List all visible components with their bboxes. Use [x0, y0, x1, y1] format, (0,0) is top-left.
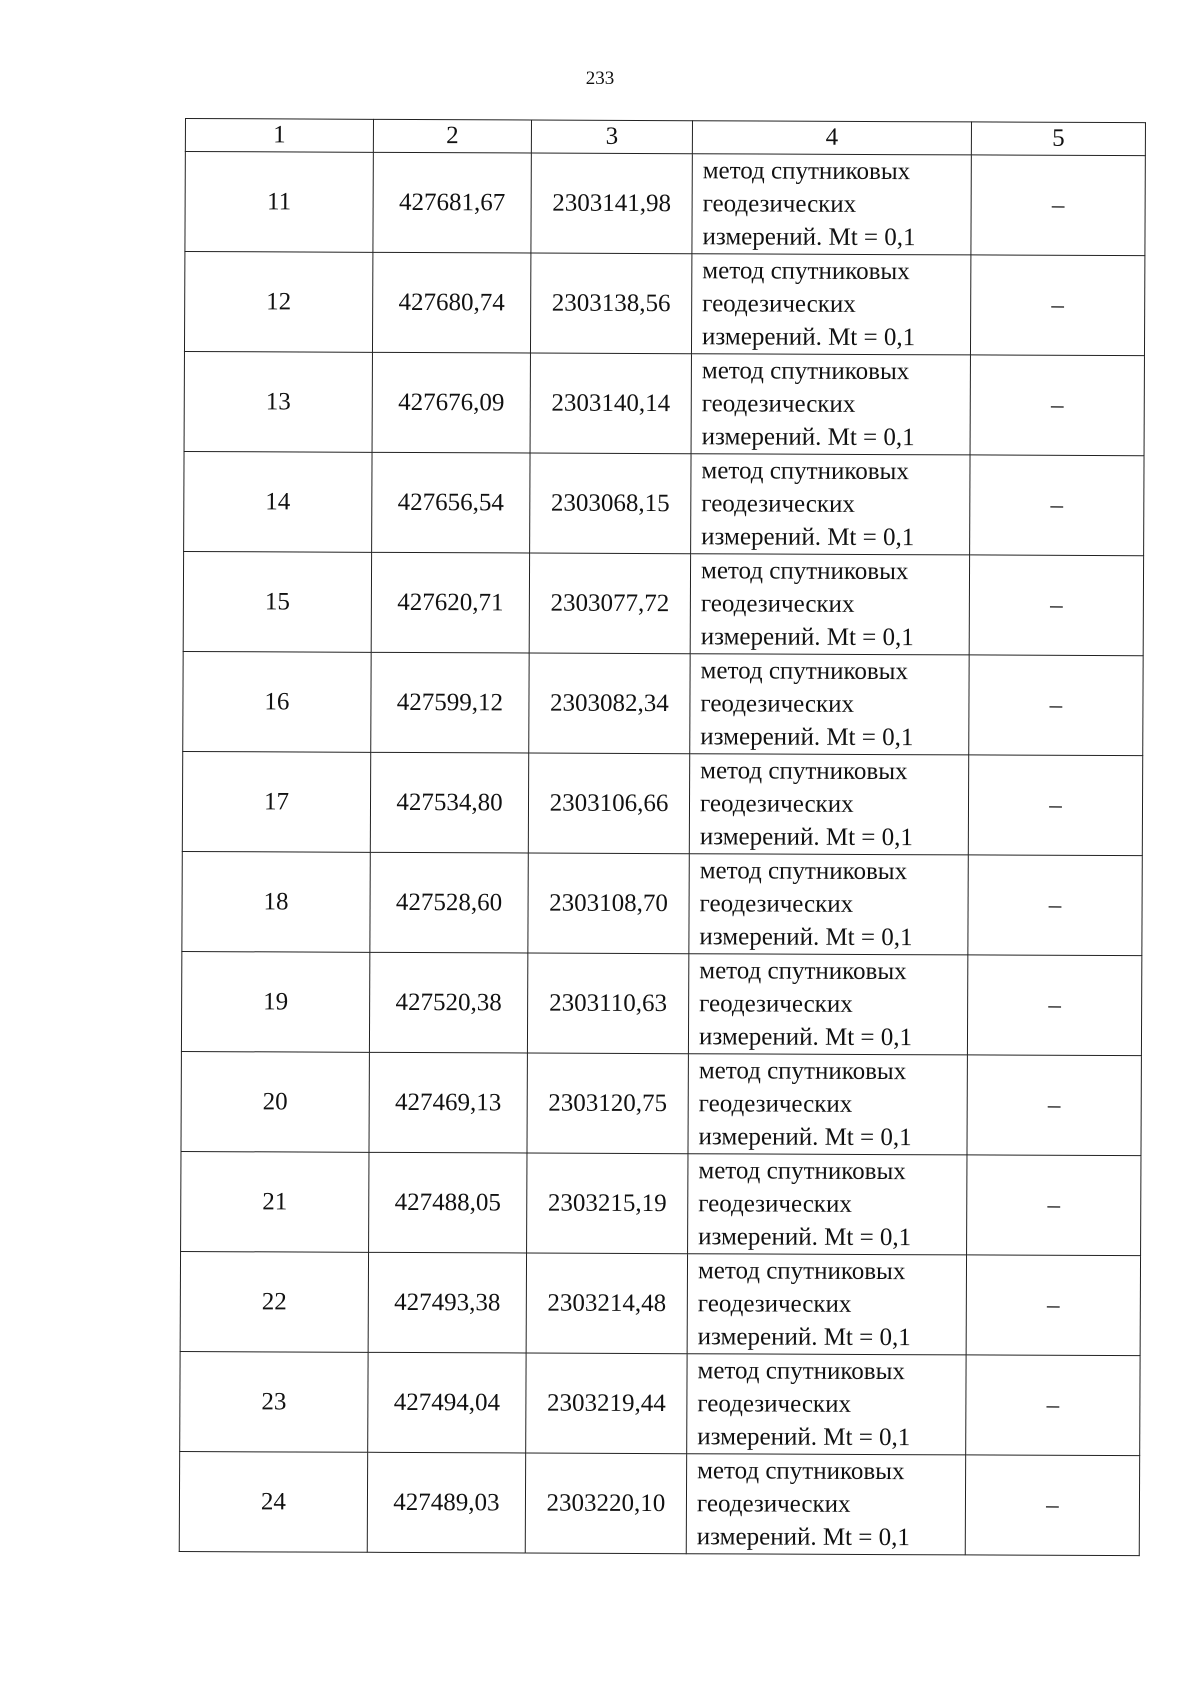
point-number-cell: 16: [183, 651, 371, 752]
method-cell: [692, 154, 971, 255]
note-cell: –: [966, 1255, 1140, 1356]
x-coordinate-cell: 427534,80: [370, 752, 528, 853]
note-cell: –: [969, 655, 1143, 756]
method-line: измерений. Mt = 0,1: [699, 823, 914, 852]
point-number-cell: 15: [183, 551, 371, 652]
y-coordinate-cell: 2303220,10: [525, 1453, 686, 1554]
method-cell: [689, 854, 968, 955]
method-cell: [687, 1354, 966, 1455]
x-coordinate-cell: 427489,03: [367, 1452, 525, 1553]
method-line: метод спутниковых: [702, 257, 910, 286]
method-line: геодезических: [697, 1390, 852, 1418]
method-line: геодезических: [702, 190, 857, 218]
note-cell: –: [970, 355, 1144, 456]
note-cell: –: [967, 1155, 1141, 1256]
method-line: измерений. Mt = 0,1: [700, 623, 914, 652]
table-row: [184, 351, 1144, 455]
y-coordinate-cell: 2303077,72: [529, 553, 690, 654]
method-line: геодезических: [698, 1090, 853, 1118]
method-line: измерений. Mt = 0,1: [700, 723, 914, 752]
table-row: [180, 1351, 1140, 1455]
point-number-cell: 21: [181, 1151, 369, 1252]
table-row: [182, 751, 1142, 855]
note-cell: –: [969, 555, 1143, 656]
column-header-3: 3: [531, 120, 692, 154]
method-line: геодезических: [700, 690, 855, 718]
method-cell: [688, 1054, 967, 1155]
method-line: метод спутниковых: [698, 1057, 907, 1086]
method-line: измерений. Mt = 0,1: [698, 1223, 912, 1252]
note-cell: –: [971, 155, 1145, 256]
y-coordinate-cell: 2303141,98: [531, 153, 692, 254]
column-header-4: 4: [692, 121, 971, 155]
method-line: метод спутниковых: [702, 157, 911, 186]
method-line: геодезических: [699, 890, 854, 918]
method-line: геодезических: [696, 1490, 851, 1518]
point-number-cell: 11: [185, 152, 373, 253]
table-row: [180, 1251, 1140, 1355]
note-cell: –: [970, 455, 1144, 556]
method-line: метод спутниковых: [700, 657, 909, 686]
x-coordinate-cell: 427681,67: [373, 152, 531, 253]
method-cell: [689, 754, 968, 855]
method-line: геодезических: [701, 390, 856, 418]
y-coordinate-cell: 2303214,48: [526, 1253, 687, 1354]
point-number-cell: 17: [182, 751, 370, 852]
x-coordinate-cell: 427520,38: [369, 952, 527, 1053]
method-line: измерений. Mt = 0,1: [701, 523, 915, 552]
method-line: геодезических: [697, 1290, 852, 1318]
point-number-cell: 13: [184, 351, 372, 452]
y-coordinate-cell: 2303215,19: [527, 1153, 688, 1254]
method-line: метод спутниковых: [699, 957, 907, 986]
x-coordinate-cell: 427469,13: [369, 1052, 527, 1153]
method-line: измерений. Mt = 0,1: [702, 223, 916, 252]
page-number: 233: [585, 68, 615, 89]
method-line: измерений. Mt = 0,1: [696, 1523, 910, 1552]
y-coordinate-cell: 2303138,56: [530, 253, 691, 354]
x-coordinate-cell: 427494,04: [368, 1352, 526, 1453]
table-row: [182, 851, 1142, 955]
table-row: [179, 1451, 1139, 1555]
note-cell: –: [966, 1355, 1140, 1456]
point-number-cell: 23: [180, 1351, 368, 1452]
point-number-cell: 12: [184, 252, 372, 353]
method-line: измерений. Mt = 0,1: [697, 1323, 911, 1352]
method-line: метод спутниковых: [697, 1357, 906, 1386]
table-row: [181, 951, 1141, 1055]
y-coordinate-cell: 2303120,75: [527, 1053, 688, 1154]
method-cell: [686, 1454, 965, 1555]
table-row: [183, 551, 1143, 655]
method-cell: [687, 1254, 966, 1355]
point-number-cell: 24: [179, 1451, 367, 1552]
method-line: измерений. Mt = 0,1: [699, 923, 913, 952]
x-coordinate-cell: 427676,09: [372, 352, 530, 453]
method-line: геодезических: [699, 990, 853, 1018]
method-line: метод спутниковых: [701, 357, 910, 386]
method-line: геодезических: [702, 290, 856, 318]
x-coordinate-cell: 427528,60: [370, 852, 528, 953]
y-coordinate-cell: 2303140,14: [530, 353, 691, 454]
note-cell: –: [970, 255, 1144, 356]
method-cell: [688, 1154, 967, 1255]
column-header-5: 5: [971, 122, 1145, 156]
method-line: метод спутниковых: [700, 557, 909, 586]
y-coordinate-cell: 2303110,63: [527, 953, 688, 1054]
table-body: [179, 152, 1145, 1556]
table-row: [181, 1151, 1141, 1255]
x-coordinate-cell: 427488,05: [369, 1152, 527, 1253]
point-number-cell: 22: [180, 1251, 368, 1352]
x-coordinate-cell: 427680,74: [372, 252, 530, 353]
note-cell: –: [967, 1055, 1141, 1156]
note-cell: –: [968, 755, 1142, 856]
y-coordinate-cell: 2303219,44: [526, 1353, 687, 1454]
method-cell: [691, 354, 970, 455]
method-line: метод спутниковых: [700, 757, 908, 786]
point-number-cell: 14: [184, 451, 372, 552]
method-line: метод спутниковых: [699, 857, 908, 886]
point-number-cell: 19: [181, 951, 369, 1052]
header-row: [185, 119, 1145, 156]
method-line: метод спутниковых: [701, 457, 909, 486]
table-row: [185, 152, 1145, 256]
coordinates-table: [179, 118, 1146, 1556]
method-line: метод спутниковых: [697, 1257, 906, 1286]
method-line: геодезических: [699, 790, 854, 818]
method-cell: [690, 554, 969, 655]
y-coordinate-cell: 2303068,15: [530, 453, 691, 554]
method-line: геодезических: [698, 1190, 852, 1218]
table-row: [183, 651, 1143, 755]
method-cell: [688, 954, 967, 1055]
point-number-cell: 18: [182, 851, 370, 952]
method-line: геодезических: [700, 590, 855, 618]
table-row: [184, 451, 1144, 555]
x-coordinate-cell: 427599,12: [371, 652, 529, 753]
column-header-1: 1: [185, 119, 373, 153]
column-header-2: 2: [373, 119, 531, 153]
y-coordinate-cell: 2303108,70: [528, 853, 689, 954]
method-cell: [690, 654, 969, 755]
note-cell: –: [968, 855, 1142, 956]
method-line: измерений. Mt = 0,1: [701, 323, 916, 352]
y-coordinate-cell: 2303082,34: [529, 653, 690, 754]
table-row: [184, 252, 1144, 356]
note-cell: –: [967, 955, 1141, 1056]
method-cell: [691, 254, 970, 355]
table-row: [181, 1051, 1141, 1155]
method-line: геодезических: [701, 490, 855, 518]
table-header: [185, 119, 1145, 156]
method-cell: [691, 454, 970, 555]
method-line: измерений. Mt = 0,1: [698, 1023, 913, 1052]
method-line: метод спутниковых: [697, 1457, 905, 1486]
method-line: измерений. Mt = 0,1: [701, 423, 915, 452]
y-coordinate-cell: 2303106,66: [528, 753, 689, 854]
x-coordinate-cell: 427493,38: [368, 1252, 526, 1353]
method-line: метод спутниковых: [698, 1157, 906, 1186]
method-line: измерений. Mt = 0,1: [698, 1123, 912, 1152]
x-coordinate-cell: 427656,54: [372, 452, 530, 553]
x-coordinate-cell: 427620,71: [371, 552, 529, 653]
method-line: измерений. Mt = 0,1: [697, 1423, 911, 1452]
note-cell: –: [965, 1455, 1139, 1556]
point-number-cell: 20: [181, 1051, 369, 1152]
